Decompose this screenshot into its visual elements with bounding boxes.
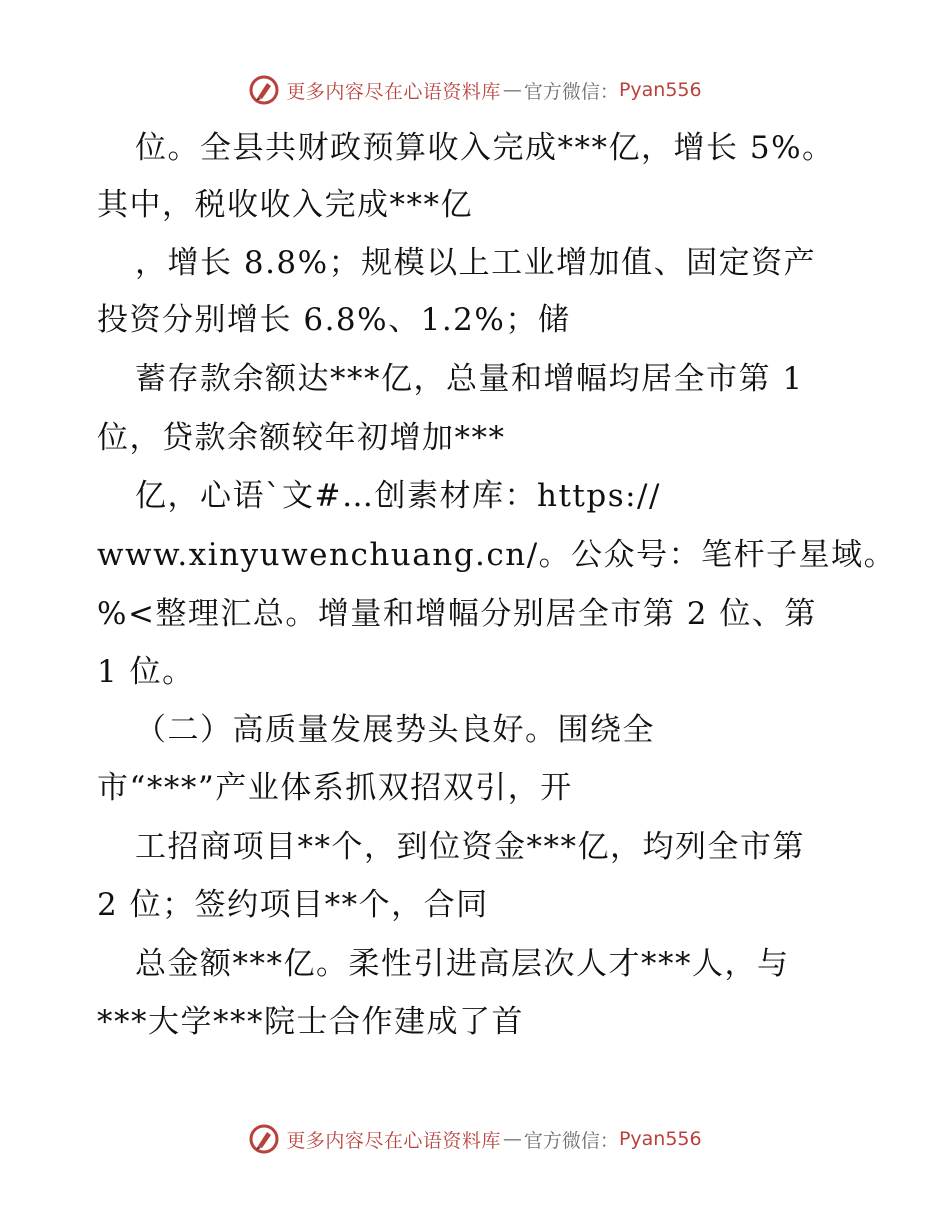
body-line: 位。全县共财政预算收入完成***亿，增长 5%。 <box>135 130 835 166</box>
body-line: 投资分别增长 6.8%、1.2%；储 <box>97 302 571 338</box>
watermark-site-text: 更多内容尽在心语资料库 <box>286 80 501 103</box>
watermark-wechat-label: 官方微信： <box>523 1129 619 1152</box>
body-line: ***大学***院士合作建成了首 <box>97 1004 524 1040</box>
watermark-site-text: 更多内容尽在心语资料库 <box>286 1129 501 1152</box>
watermark-wechat-label: 官方微信： <box>523 80 619 103</box>
watermark-separator: — <box>502 1128 522 1150</box>
watermark-wechat-id: Pyan556 <box>618 1128 702 1150</box>
body-line: 总金额***亿。柔性引进高层次人才***人，与 <box>135 946 790 982</box>
body-line: 位，贷款余额较年初增加*** <box>97 420 506 456</box>
body-line: 工招商项目**个，到位资金***亿，均列全市第 <box>135 829 805 865</box>
body-line: 市“***”产业体系抓双招双引，开 <box>97 770 573 806</box>
footer-watermark <box>0 1119 950 1159</box>
body-line: 蓄存款余额达***亿，总量和增幅均居全市第 1 <box>135 361 804 397</box>
header-watermark <box>0 70 950 110</box>
pen-nib-circle-icon <box>248 1123 280 1155</box>
body-line: www.xinyuwenchuang.cn/。公众号：笔杆子星域。 <box>97 537 897 573</box>
body-line: （二）高质量发展势头良好。围绕全 <box>135 712 655 748</box>
watermark-separator: — <box>502 79 522 101</box>
body-line: 2 位；签约项目**个，合同 <box>97 887 489 923</box>
body-line: %<整理汇总。增量和增幅分别居全市第 2 位、第 <box>97 596 817 632</box>
pen-nib-circle-icon <box>248 74 280 106</box>
watermark-wechat-id: Pyan556 <box>618 79 702 101</box>
body-line: 亿，心语`文#…创素材库：https:// <box>135 478 661 514</box>
body-line: 1 位。 <box>97 654 195 690</box>
body-line: 其中，税收收入完成***亿 <box>97 187 473 223</box>
body-line: ，增长 8.8%；规模以上工业增加值、固定资产 <box>135 245 817 281</box>
